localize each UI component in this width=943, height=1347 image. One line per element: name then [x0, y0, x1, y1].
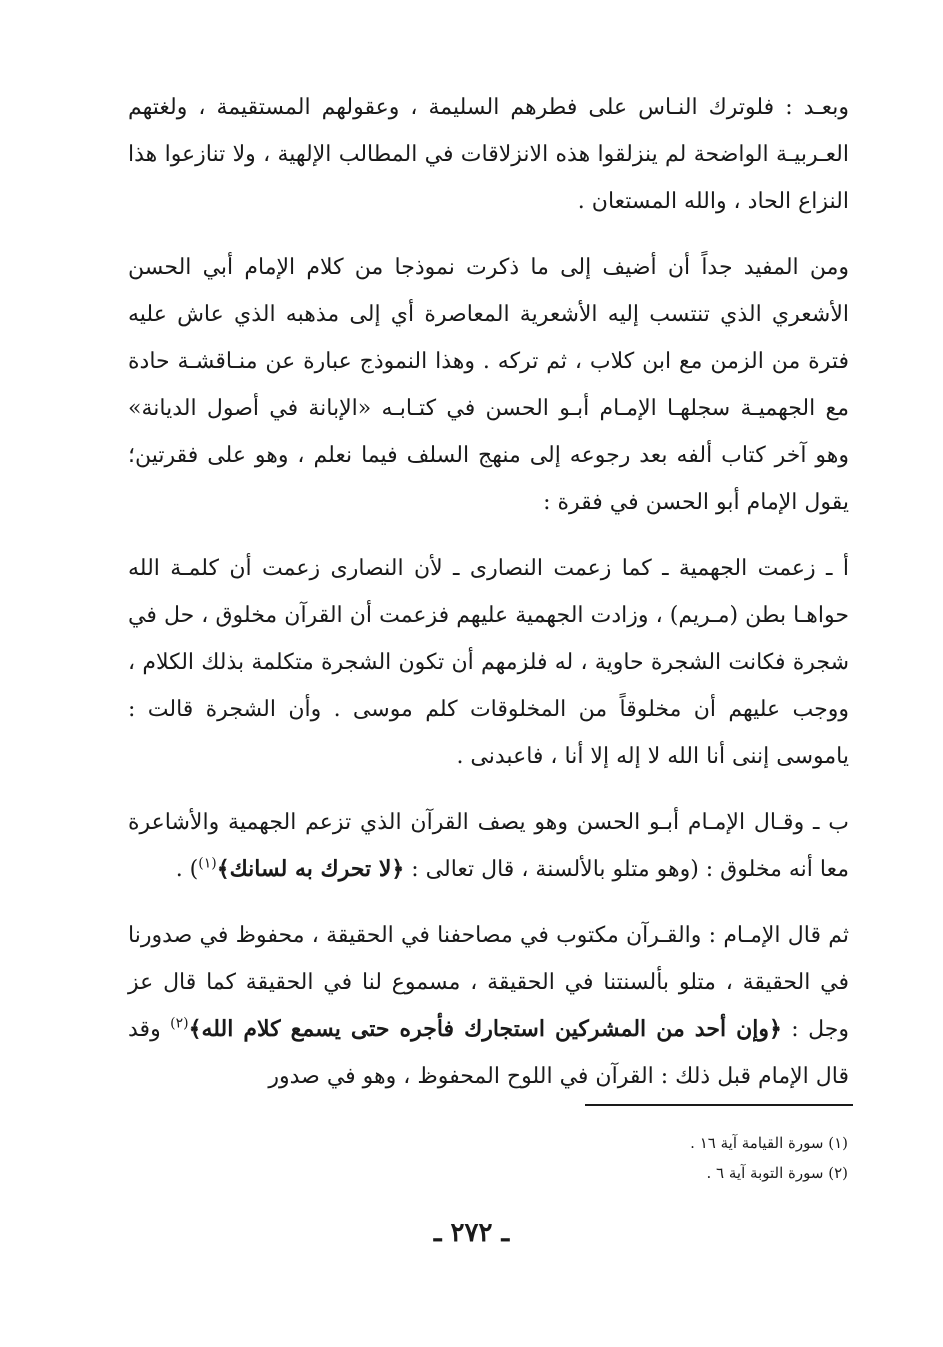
footnote-2: (٢) سورة التوبة آية ٦ .: [706, 1164, 848, 1182]
quran-verse-tawbah: ﴿وإن أحد من المشركين استجارك فأجره حتى يسمع كلام الله﴾: [188, 1016, 782, 1042]
body-text: [128, 84, 849, 1100]
footnote-ref-2: (٢): [170, 1015, 189, 1032]
footnotes: [448, 1128, 848, 1188]
footnote-divider: [585, 1104, 853, 1106]
point-b-text: ب ـ وقـال الإمـام أبـو الحسن وهو يصف القرآن الذي تزعم الجهمية والأشاعرة معا أنه مخلوق : (وهو متلو بالألسنة ، قال تعالى :: [128, 810, 849, 882]
paragraph-point-a: أ ـ زعمت الجهمية ـ كما زعمت النصارى ـ لأن النصارى زعمت أن كلمـة الله حواهـا بطن (مـريم) ، وزادت الجهمية عليهم فزعمت أن القرآن مخلوق ، حل في شجرة فكانت الشجرة حاوية ، له فلزمهم أن تكون الشجرة متكلمة بذلك الكلام ، ووجب عليهم أن مخلوقاً من المخلوقات كلم موسى . وأن الشجرة قالت : ياموسى إننى أنا الله لا إله إلا أنا ، فاعبدنى .: [128, 556, 849, 769]
footnote-1: (١) سورة القيامة آية ١٦ .: [690, 1134, 848, 1152]
imam-quote-end: وقد قال الإمام قبل ذلك : القرآن في اللوح المحفوظ ، وهو في صدور: [128, 1017, 849, 1089]
page-number: ـ ٢٧٢ ـ: [433, 1218, 510, 1248]
paragraph-ashari-example: ومن المفيد جداً أن أضيف إلى ما ذكرت نموذجا من كلام الإمام أبي الحسن الأشعري الذي تنتسب إليه الأشعرية المعاصرة أي إلى مذهبه الذي عاش عليه فترة من الزمن مع ابن كلاب ، ثم تركه . وهذا النموذج عبارة عن منـاقشـة حادة مع الجهميـة سجلهـا الإمـام أبـو الحسن في كتـابـه «الإبانة في أصول الديانة» وهو آخر كتاب ألفه بعد رجوعه إلى منهج السلف فيما نعلم ، وهو على فقرتين؛ يقول الإمام أبو الحسن في فقرة :: [128, 255, 849, 515]
paragraph-point-b: [128, 799, 849, 893]
point-b-end: ) .: [175, 857, 199, 882]
paragraph-intro: وبعـد : فلوترك النـاس على فطرهم السليمة ، وعقولهم المستقيمة ، ولغتهم العـربيـة الواضحة لم ينزلقوا هذه الانزلاقات في المطالب الإلهية ، ولا تنازعوا هذا النزاع الحاد ، والله المستعان .: [128, 95, 849, 214]
footnote-ref-1: (١): [198, 855, 217, 872]
paragraph-imam-quote: [128, 912, 849, 1100]
imam-quote-text: ثم قال الإمـام : والقـرآن مكتوب في مصاحفنا في الحقيقة ، محفوظ في صدورنا في الحقيقة ، متلو بألسنتنا في الحقيقة ، مسموع لنا في الحقيقة كما قال عز وجل :: [128, 923, 849, 1042]
quran-verse-qiyamah: ﴿لا تحرك به لسانك﴾: [216, 856, 405, 882]
